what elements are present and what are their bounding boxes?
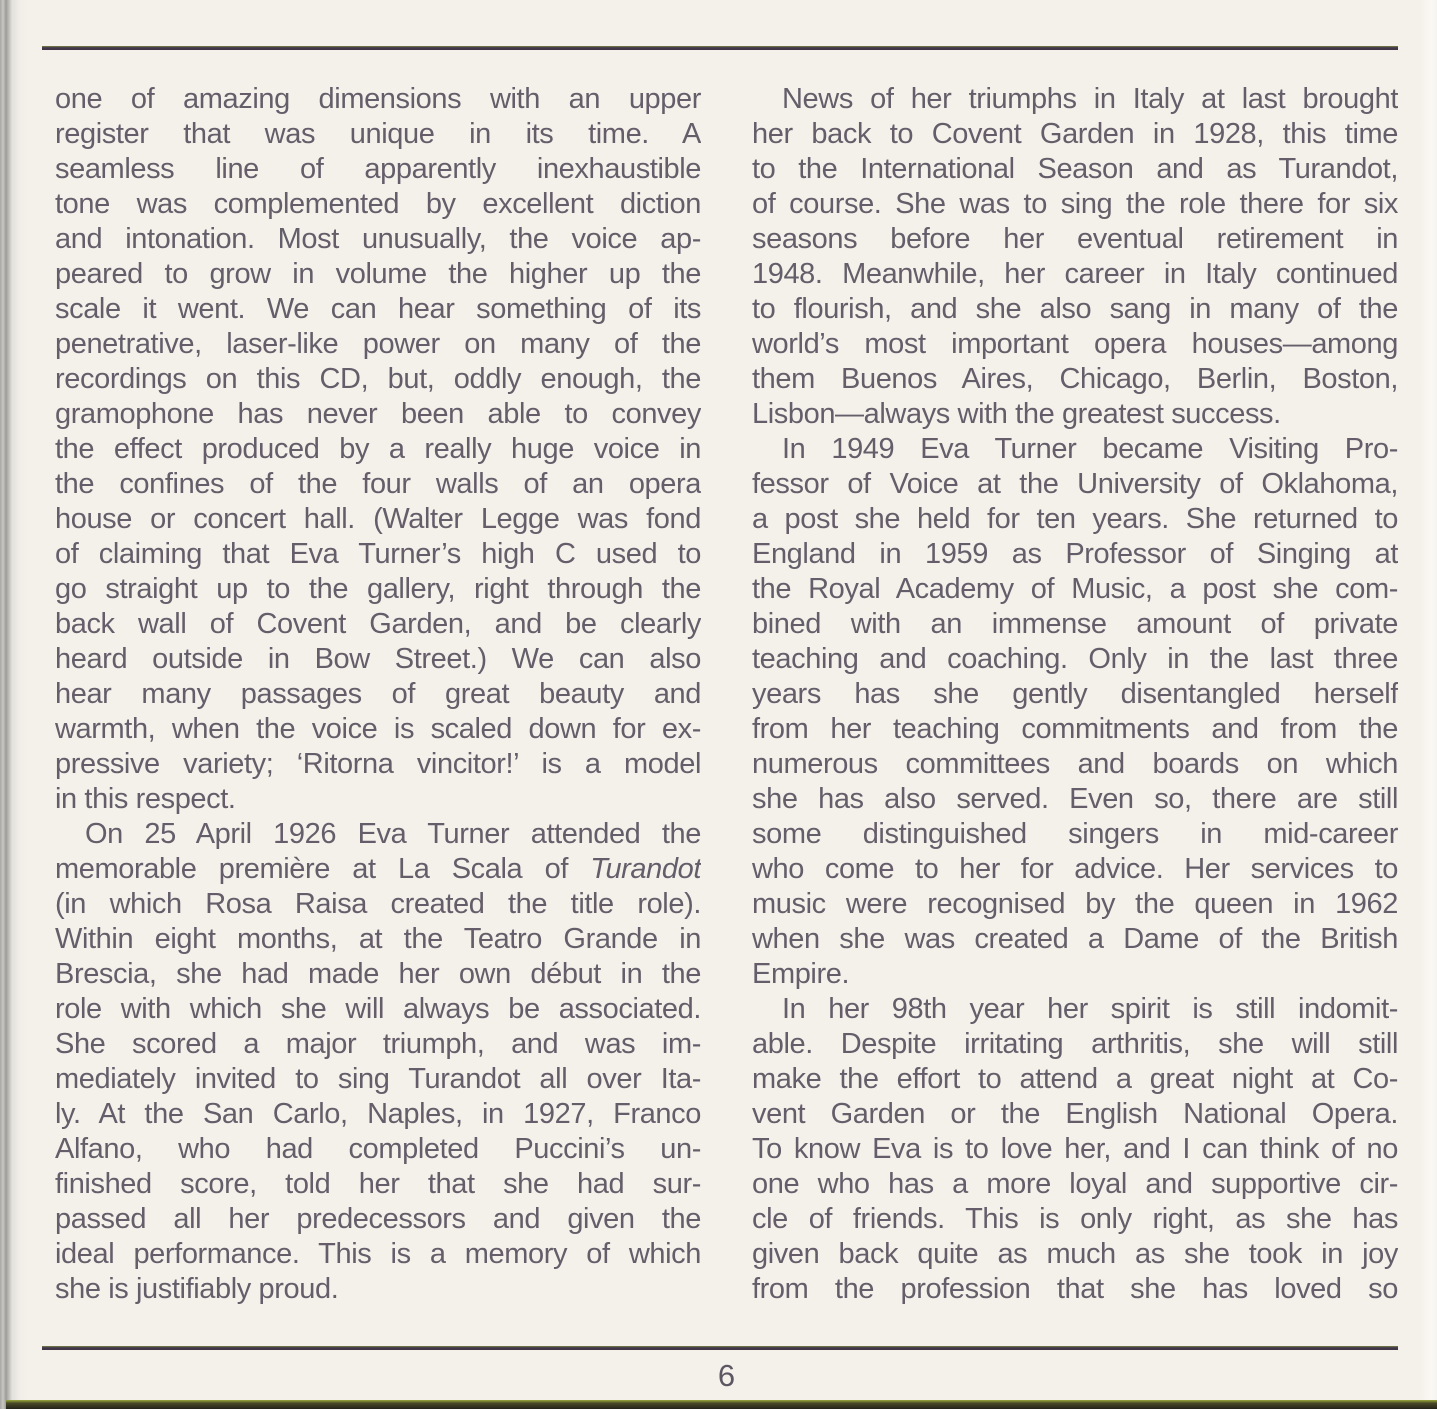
text-line xyxy=(55,257,701,292)
text-segment: she is justifiably proud. xyxy=(55,1273,339,1305)
text-segment: bined with an immense amount of private xyxy=(752,608,1398,640)
text-segment: given back quite as much as she took in joy xyxy=(752,1238,1398,1270)
text-line xyxy=(55,1272,701,1307)
text-line xyxy=(752,1202,1398,1237)
text-segment: them Buenos Aires, Chicago, Berlin, Boston, xyxy=(752,363,1398,395)
text-segment: her back to Covent Garden in 1928, this time xyxy=(752,118,1398,150)
text-line xyxy=(55,82,701,117)
text-line xyxy=(752,1272,1398,1307)
text-line xyxy=(752,117,1398,152)
text-segment: Brescia, she had made her own début in the xyxy=(55,958,701,990)
text-segment: In 1949 Eva Turner became Visiting Pro- xyxy=(782,433,1398,465)
text-segment: On 25 April 1926 Eva Turner attended the xyxy=(85,818,701,850)
text-line xyxy=(55,432,701,467)
text-line xyxy=(752,467,1398,502)
text-line xyxy=(752,432,1398,467)
text-line xyxy=(55,677,701,712)
text-segment: Within eight months, at the Teatro Grande in xyxy=(55,923,701,955)
text-segment: world’s most important opera houses—among xyxy=(752,328,1398,360)
text-line xyxy=(752,1027,1398,1062)
text-line xyxy=(55,642,701,677)
text-line xyxy=(752,222,1398,257)
text-segment: some distinguished singers in mid-career xyxy=(752,818,1398,850)
text-segment: the Royal Academy of Music, a post she com- xyxy=(752,573,1398,605)
text-line xyxy=(752,957,1398,992)
text-line xyxy=(752,572,1398,607)
text-line xyxy=(752,537,1398,572)
text-line xyxy=(752,327,1398,362)
text-segment: of course. She was to sing the role there for six xyxy=(752,188,1398,220)
text-line xyxy=(55,747,701,782)
text-column-left xyxy=(55,82,701,1307)
text-line xyxy=(55,292,701,327)
text-segment: mediately invited to sing Turandot all over Ita- xyxy=(55,1063,701,1095)
text-line xyxy=(752,922,1398,957)
text-segment: to flourish, and she also sang in many of the xyxy=(752,293,1398,325)
text-segment: vent Garden or the English National Opera. xyxy=(752,1098,1398,1130)
text-segment: She scored a major triumph, and was im- xyxy=(55,1028,701,1060)
text-line xyxy=(55,817,701,852)
text-line xyxy=(752,887,1398,922)
text-line xyxy=(752,187,1398,222)
text-segment: seamless line of apparently inexhaustible xyxy=(55,153,701,185)
text-segment: Lisbon—always with the greatest success. xyxy=(752,398,1281,430)
text-line xyxy=(55,607,701,642)
text-line xyxy=(55,467,701,502)
text-segment: make the effort to attend a great night at Co- xyxy=(752,1063,1398,1095)
text-line xyxy=(55,782,701,817)
italic-text: Turandot xyxy=(590,853,701,885)
text-line xyxy=(752,397,1398,432)
top-rule xyxy=(42,46,1398,50)
text-line xyxy=(752,607,1398,642)
text-line xyxy=(752,817,1398,852)
text-line xyxy=(752,782,1398,817)
text-line xyxy=(752,852,1398,887)
text-segment: from her teaching commitments and from the xyxy=(752,713,1398,745)
text-segment: cle of friends. This is only right, as she has xyxy=(752,1203,1398,1235)
text-segment: Empire. xyxy=(752,958,850,990)
text-line xyxy=(55,957,701,992)
text-line xyxy=(752,1097,1398,1132)
text-line xyxy=(55,362,701,397)
scan-edge-right xyxy=(1419,0,1437,1409)
text-line xyxy=(752,712,1398,747)
text-line xyxy=(752,502,1398,537)
text-line xyxy=(55,327,701,362)
text-line xyxy=(55,712,701,747)
text-line xyxy=(55,222,701,257)
text-segment: To know Eva is to love her, and I can think of no xyxy=(752,1133,1398,1165)
text-segment: recordings on this CD, but, oddly enough, the xyxy=(55,363,701,395)
text-line xyxy=(752,362,1398,397)
text-segment: and intonation. Most unusually, the voice ap- xyxy=(55,223,701,255)
text-segment: numerous committees and boards on which xyxy=(752,748,1398,780)
text-line xyxy=(55,1132,701,1167)
text-segment: who come to her for advice. Her services to xyxy=(752,853,1398,885)
text-segment: peared to grow in volume the higher up the xyxy=(55,258,701,290)
text-segment: role with which she will always be associated. xyxy=(55,993,701,1025)
text-segment: warmth, when the voice is scaled down for ex- xyxy=(55,713,701,745)
text-segment: to the International Season and as Turandot, xyxy=(752,153,1398,185)
text-line xyxy=(55,1062,701,1097)
text-line xyxy=(55,397,701,432)
text-segment: memorable première at La Scala of xyxy=(55,853,591,885)
text-segment: heard outside in Bow Street.) We can also xyxy=(55,643,701,675)
bottom-rule xyxy=(42,1346,1398,1350)
text-segment: News of her triumphs in Italy at last brought xyxy=(782,83,1398,115)
text-segment: in this respect. xyxy=(55,783,236,815)
text-segment: In her 98th year her spirit is still indomit- xyxy=(782,993,1398,1025)
text-segment: register that was unique in its time. A xyxy=(55,118,701,150)
text-line xyxy=(752,1132,1398,1167)
text-line xyxy=(55,537,701,572)
text-segment: the confines of the four walls of an opera xyxy=(55,468,701,500)
text-line xyxy=(55,1027,701,1062)
text-line xyxy=(752,642,1398,677)
text-line xyxy=(752,1062,1398,1097)
text-segment: go straight up to the gallery, right through the xyxy=(55,573,701,605)
text-line xyxy=(55,1202,701,1237)
text-line xyxy=(752,152,1398,187)
text-line xyxy=(752,257,1398,292)
text-segment: house or concert hall. (Walter Legge was fond xyxy=(55,503,701,535)
scan-edge-left xyxy=(0,0,28,1409)
text-segment: ly. At the San Carlo, Naples, in 1927, Franco xyxy=(55,1098,701,1130)
scan-edge-bottom xyxy=(6,1400,1437,1409)
text-line xyxy=(752,992,1398,1027)
text-segment: one who has a more loyal and supportive cir- xyxy=(752,1168,1398,1200)
text-segment: fessor of Voice at the University of Oklahoma, xyxy=(752,468,1398,500)
text-line xyxy=(55,117,701,152)
text-segment: ideal performance. This is a memory of which xyxy=(55,1238,701,1270)
text-line xyxy=(55,572,701,607)
text-segment: finished score, told her that she had sur- xyxy=(55,1168,701,1200)
text-column-right xyxy=(752,82,1398,1307)
text-segment: music were recognised by the queen in 1962 xyxy=(752,888,1398,920)
text-segment: pressive variety; ‘Ritorna vincitor!’ is a model xyxy=(55,748,701,780)
text-line xyxy=(55,1237,701,1272)
text-segment: from the profession that she has loved so xyxy=(752,1273,1398,1305)
text-line xyxy=(752,1237,1398,1272)
text-line xyxy=(752,747,1398,782)
text-segment: passed all her predecessors and given the xyxy=(55,1203,701,1235)
text-segment: tone was complemented by excellent diction xyxy=(55,188,701,220)
text-segment: she has also served. Even so, there are still xyxy=(752,783,1398,815)
text-segment: when she was created a Dame of the British xyxy=(752,923,1398,955)
text-segment: years has she gently disentangled herself xyxy=(752,678,1398,710)
text-segment: Alfano, who had completed Puccini’s un- xyxy=(55,1133,701,1165)
text-line xyxy=(55,187,701,222)
page-footer xyxy=(55,1355,1398,1397)
text-line xyxy=(55,502,701,537)
text-segment: hear many passages of great beauty and xyxy=(55,678,701,710)
text-line xyxy=(752,82,1398,117)
text-line xyxy=(55,1167,701,1202)
text-segment: 1948. Meanwhile, her career in Italy continued xyxy=(752,258,1398,290)
text-segment: (in which Rosa Raisa created the title role). xyxy=(55,888,701,920)
text-segment: penetrative, laser-like power on many of the xyxy=(55,328,701,360)
text-line xyxy=(752,1167,1398,1202)
text-line xyxy=(55,852,701,887)
text-segment: the effect produced by a really huge voice in xyxy=(55,433,701,465)
text-line xyxy=(55,922,701,957)
text-segment: a post she held for ten years. She returned to xyxy=(752,503,1398,535)
text-segment: scale it went. We can hear something of its xyxy=(55,293,701,325)
text-line xyxy=(55,887,701,922)
text-segment: of claiming that Eva Turner’s high C used to xyxy=(55,538,701,570)
text-line xyxy=(752,677,1398,712)
text-line xyxy=(55,152,701,187)
text-segment: England in 1959 as Professor of Singing at xyxy=(752,538,1398,570)
text-segment: gramophone has never been able to convey xyxy=(55,398,701,430)
text-line xyxy=(752,292,1398,327)
text-line xyxy=(55,992,701,1027)
text-line xyxy=(55,1097,701,1132)
page-number: 6 xyxy=(717,1358,736,1393)
text-segment: teaching and coaching. Only in the last three xyxy=(752,643,1398,675)
text-segment: able. Despite irritating arthritis, she will still xyxy=(752,1028,1398,1060)
text-segment: seasons before her eventual retirement in xyxy=(752,223,1398,255)
text-segment: one of amazing dimensions with an upper xyxy=(55,83,701,115)
text-segment: back wall of Covent Garden, and be clearly xyxy=(55,608,701,640)
